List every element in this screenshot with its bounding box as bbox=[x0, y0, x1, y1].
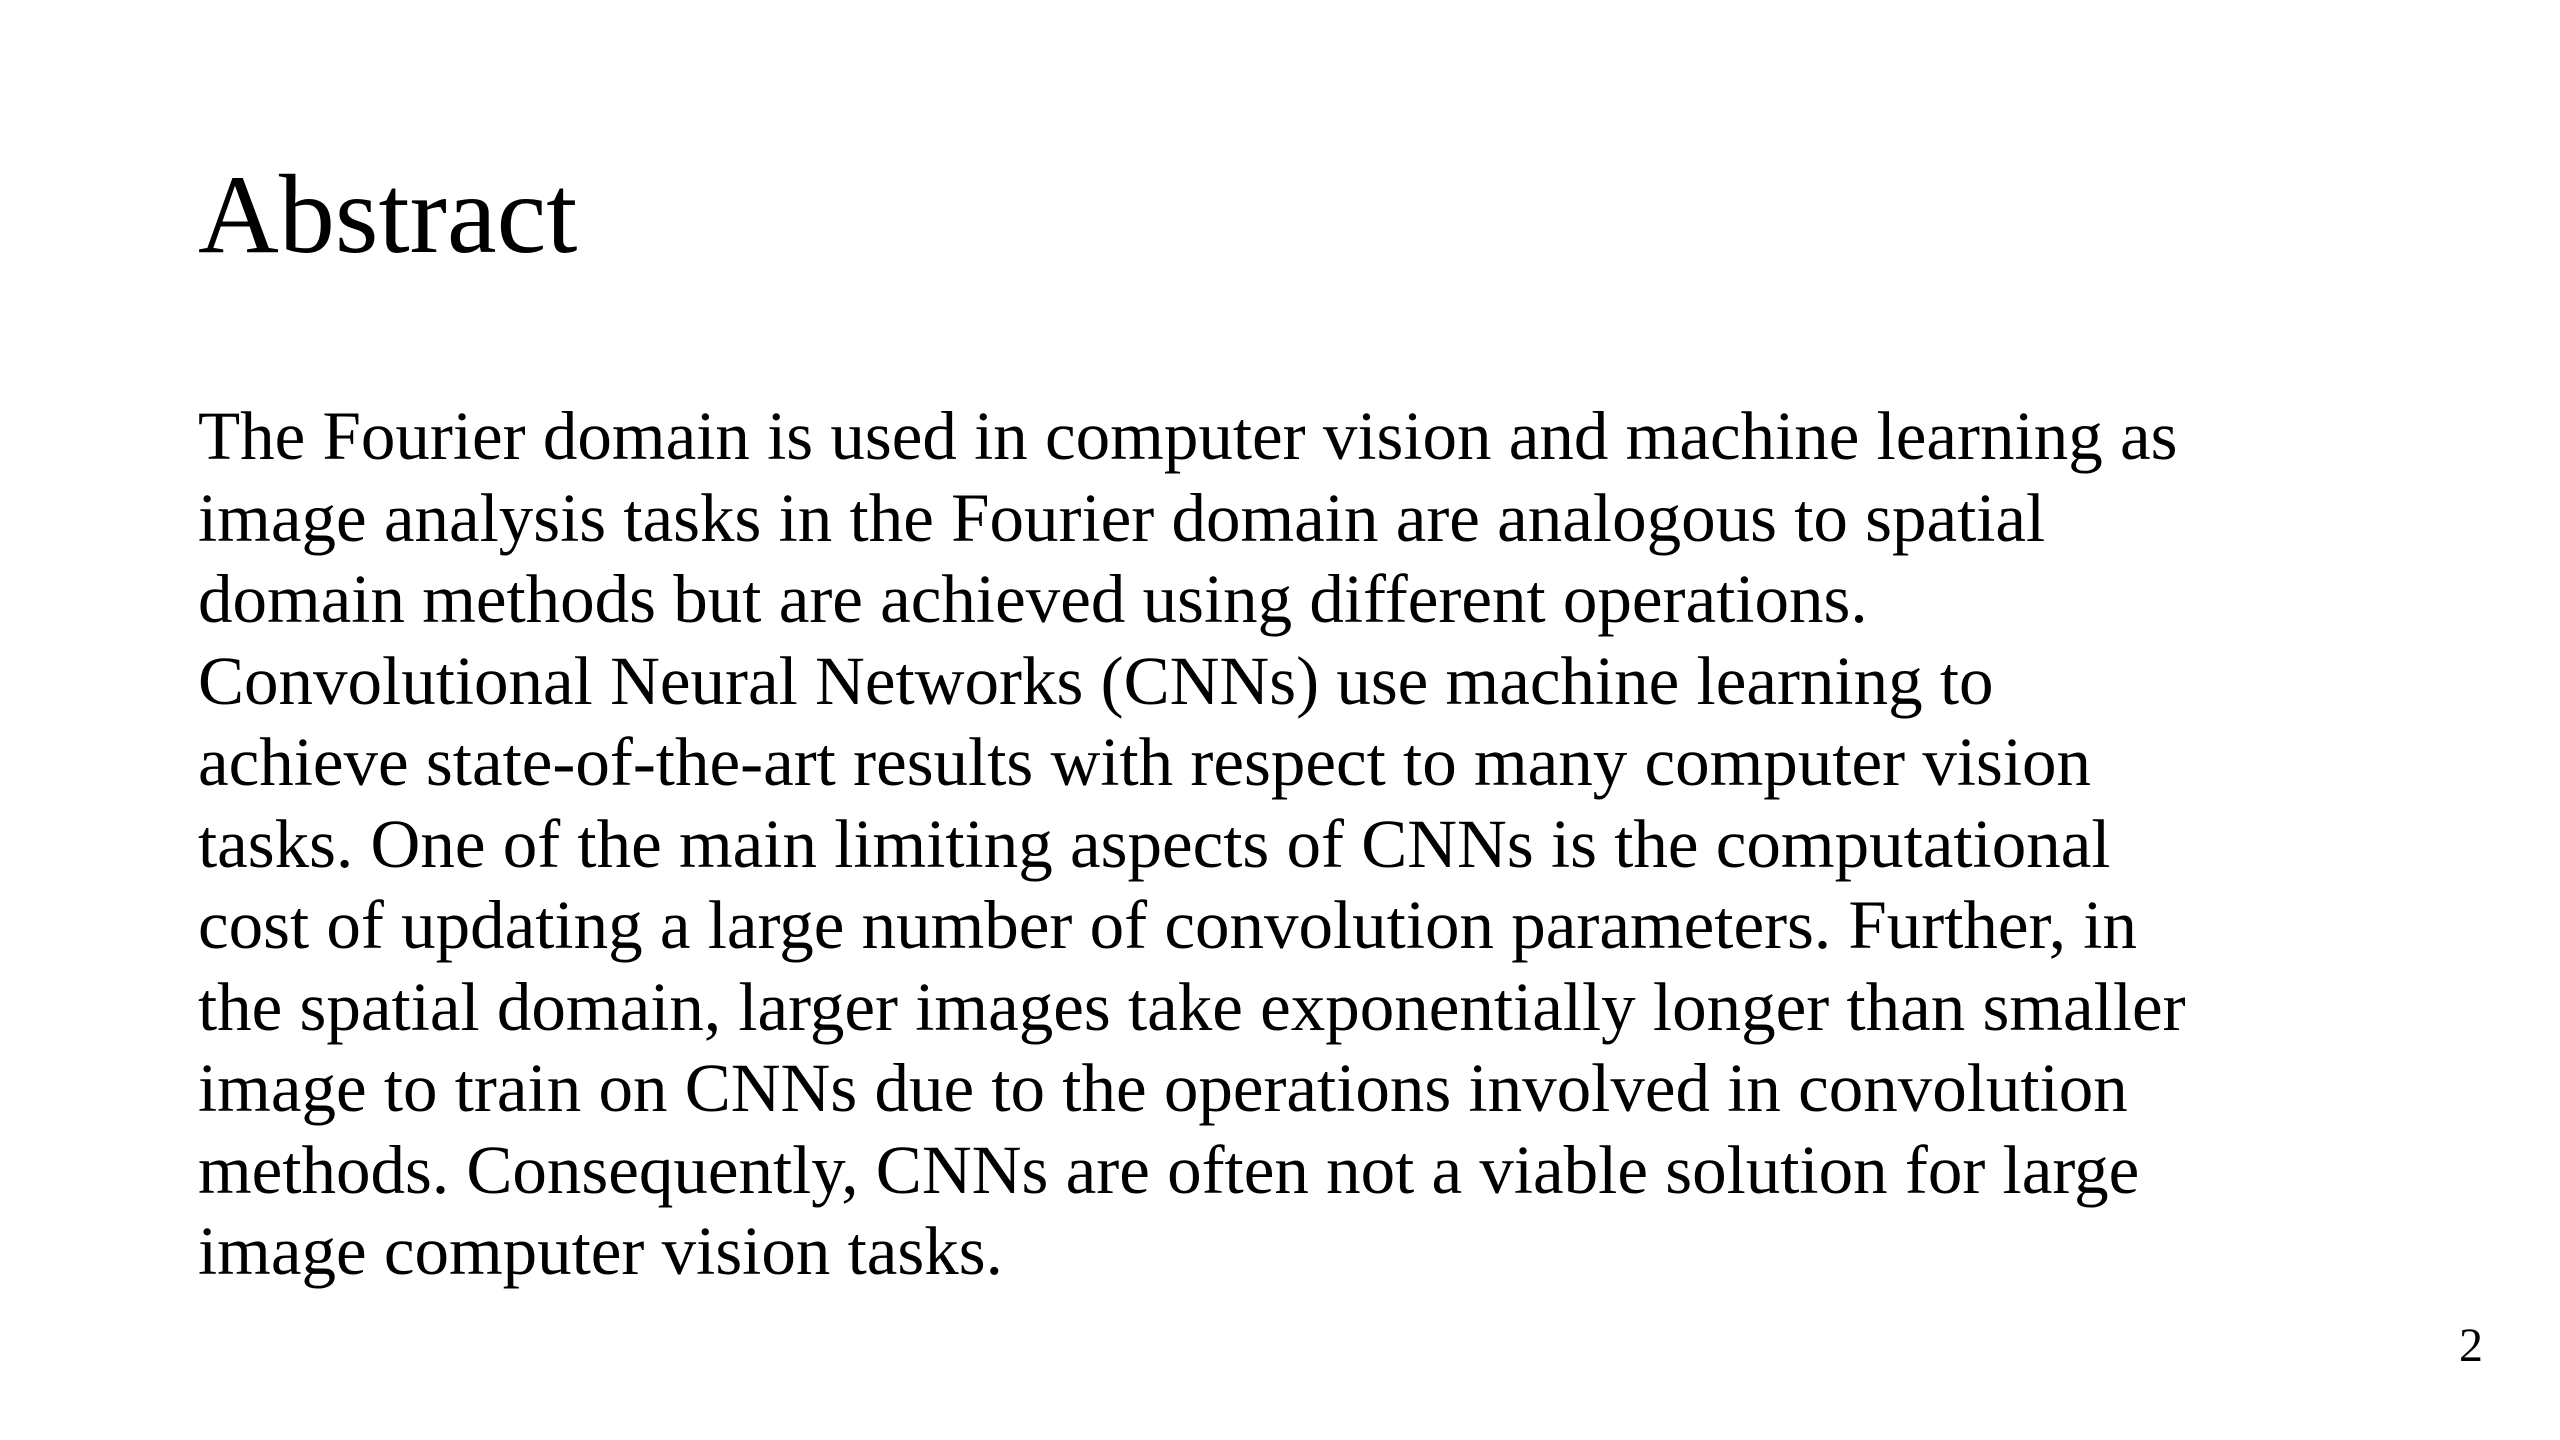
abstract-line: achieve state-of-the-art results with respect to many computer vision bbox=[198, 724, 2092, 800]
abstract-line: The Fourier domain is used in computer vision and machine learning as bbox=[198, 398, 2178, 474]
abstract-line: methods. Consequently, CNNs are often not a viable solution for large bbox=[198, 1131, 2140, 1208]
abstract-paragraph bbox=[198, 396, 2418, 1293]
abstract-line: domain methods but are achieved using different operations. bbox=[198, 561, 1868, 637]
slide-title: Abstract bbox=[198, 153, 578, 277]
abstract-line: image analysis tasks in the Fourier domain are analogous to spatial bbox=[198, 479, 2046, 556]
abstract-line: image computer vision tasks. bbox=[198, 1213, 1003, 1289]
abstract-line: the spatial domain, larger images take exponentially longer than smaller bbox=[198, 968, 2186, 1045]
page-number: 2 bbox=[2459, 1319, 2483, 1372]
abstract-line: Convolutional Neural Networks (CNNs) use machine learning to bbox=[198, 642, 1994, 719]
abstract-line: cost of updating a large number of convolution parameters. Further, in bbox=[198, 887, 2137, 963]
abstract-line: image to train on CNNs due to the operations involved in convolution bbox=[198, 1050, 2128, 1126]
abstract-line: tasks. One of the main limiting aspects of CNNs is the computational bbox=[198, 805, 2111, 882]
